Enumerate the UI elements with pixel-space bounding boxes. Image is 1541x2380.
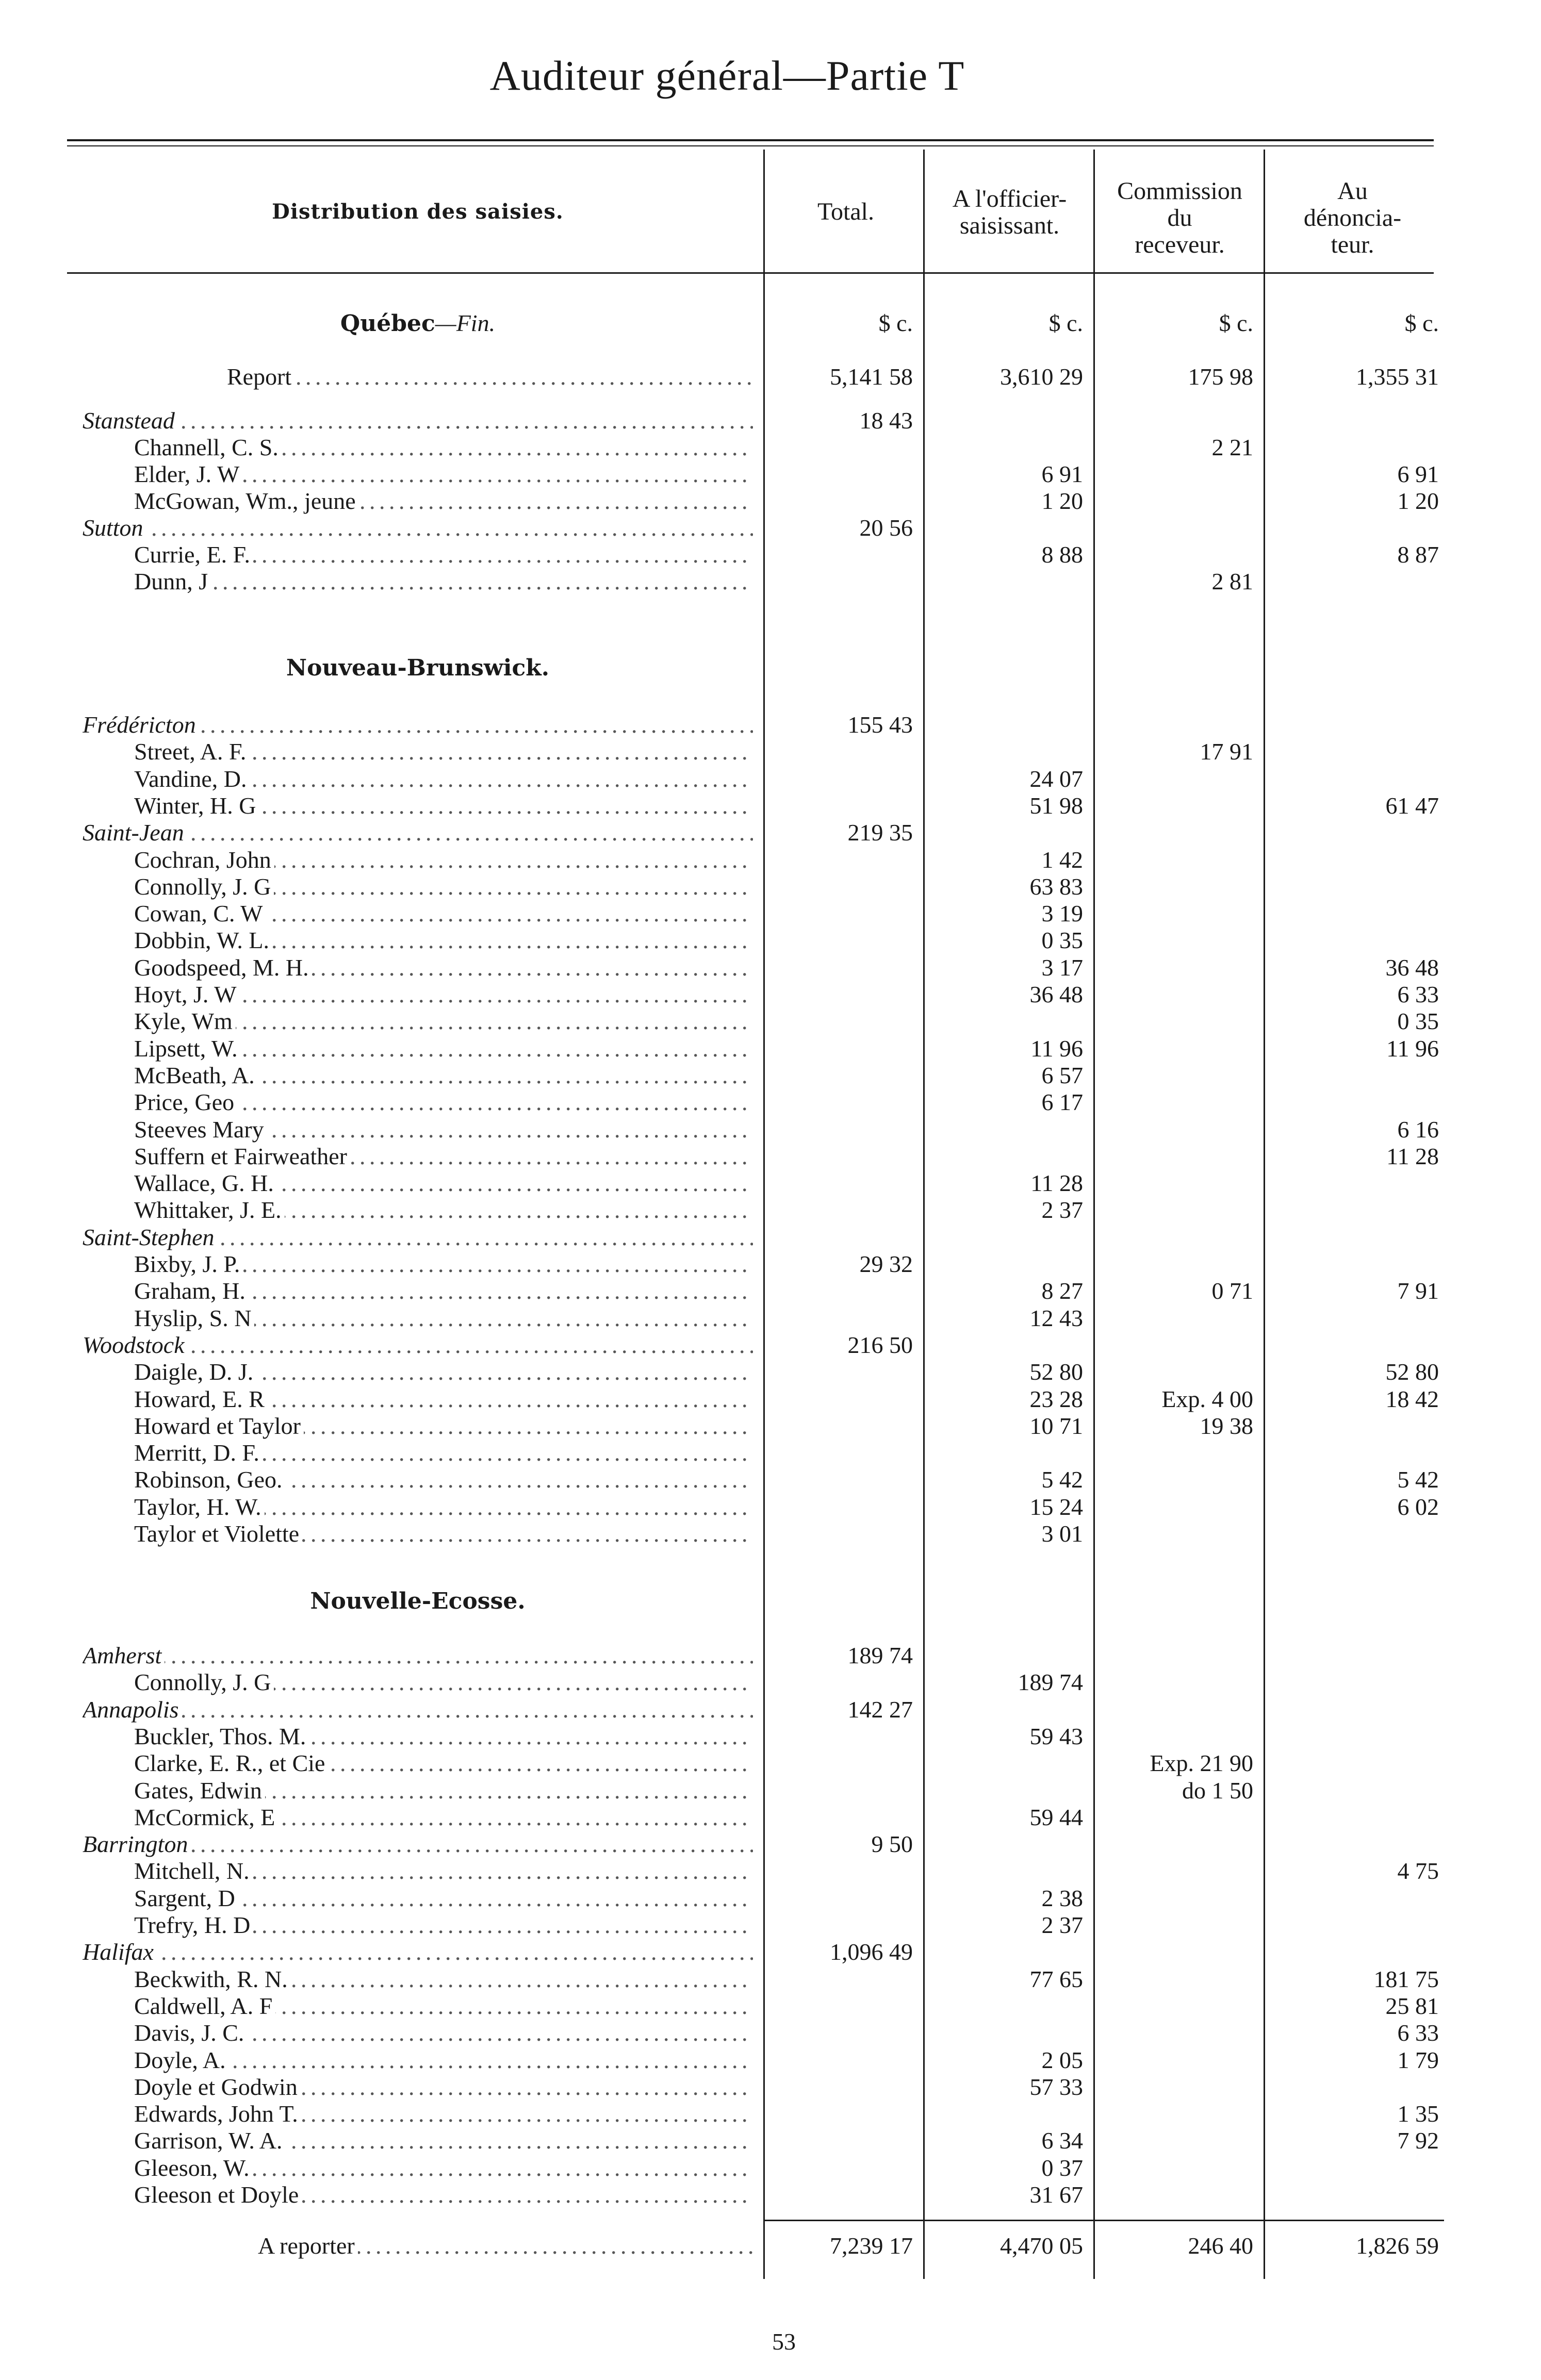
amount-c2: 6 34 (1041, 2127, 1083, 2154)
amount-c1: 219 35 (847, 819, 913, 846)
amount-c2: 1 42 (1041, 846, 1083, 873)
table-row (0, 1062, 1541, 1089)
table-row (0, 1885, 1541, 1912)
table-row (0, 738, 1541, 765)
table-row (0, 1008, 1541, 1035)
table-row (0, 1696, 1541, 1723)
table-row (0, 1251, 1541, 1278)
amount-c4: 25 81 (1385, 1992, 1439, 2019)
entry-label: Dobbin, W. L. . . . (134, 927, 753, 954)
amount-c4: 7 92 (1397, 2127, 1439, 2154)
entry-label: Hyslip, S. N . . . (134, 1305, 753, 1332)
table-row (0, 1170, 1541, 1197)
amount-c2: 0 35 (1041, 927, 1083, 954)
table-row (0, 1520, 1541, 1547)
page-number: 53 (772, 2328, 796, 2355)
amount-c2: 63 83 (1029, 873, 1083, 900)
entry-label: McGowan, Wm., jeune . . . (134, 488, 753, 515)
amount-c2: 2 37 (1041, 1912, 1083, 1938)
page-title: Auditeur général—Partie T (489, 52, 965, 99)
table-row (0, 819, 1541, 846)
entry-label: Gates, Edwin . . . (134, 1777, 753, 1804)
table-row (0, 1912, 1541, 1939)
amount-c1: 29 32 (859, 1251, 913, 1277)
table-row (0, 2047, 1541, 2074)
table-row (0, 1332, 1541, 1359)
entry-label: Edwards, John T. . . . (134, 2101, 753, 2127)
amount-c4: 18 42 (1385, 1385, 1439, 1412)
entry-label: Goodspeed, M. H. . . . (134, 954, 753, 981)
amount-c2: 57 33 (1029, 2073, 1083, 2100)
table-row (0, 873, 1541, 900)
entry-label: Winter, H. G . . . (134, 792, 753, 819)
amount-c2: 11 28 (1030, 1170, 1083, 1197)
table-row (0, 1966, 1541, 1993)
amount-c4: 52 80 (1385, 1359, 1439, 1385)
entry-label: Currie, E. F. . . . (134, 541, 753, 568)
header-commission-line3: receveur. (1135, 231, 1225, 258)
amount-c2: 36 48 (1029, 981, 1083, 1007)
header-commission-line2: du (1167, 204, 1192, 232)
amount-c2: 3 01 (1041, 1520, 1083, 1547)
place-label: Frédéricton . . . (83, 712, 753, 738)
table-row (0, 1305, 1541, 1332)
table-row (0, 1804, 1541, 1831)
header-bottom-rule (67, 272, 1434, 274)
entry-label: Clarke, E. R., et Cie . . . (134, 1750, 753, 1777)
table-row (0, 1116, 1541, 1143)
entry-label: Bixby, J. P. . . . (134, 1251, 753, 1278)
amount-c4: 6 16 (1397, 1116, 1439, 1143)
amount-c2: 8 88 (1041, 541, 1083, 568)
entry-label: Cowan, C. W . . . (134, 900, 753, 927)
amount-c2: 2 38 (1041, 1885, 1083, 1911)
place-label: Amherst . . . (83, 1642, 753, 1669)
table-row (0, 515, 1541, 541)
total-rule (763, 2220, 1444, 2221)
amount-c4: 6 91 (1397, 461, 1439, 487)
amount-c2: 5 42 (1041, 1466, 1083, 1493)
entry-label: Elder, J. W . . . (134, 461, 753, 488)
table-row (0, 1669, 1541, 1696)
entry-label: Gleeson, W. . . . (134, 2155, 753, 2181)
amount-c3: do 1 50 (1182, 1777, 1253, 1804)
amount-c2: 59 44 (1029, 1804, 1083, 1830)
amount-c2: 3,610 29 (1000, 363, 1083, 390)
table-row (0, 407, 1541, 434)
entry-label: Buckler, Thos. M. . . . (134, 1723, 753, 1750)
table-row (0, 2020, 1541, 2046)
table-row (0, 1777, 1541, 1804)
amount-c2: 11 96 (1030, 1035, 1083, 1062)
header-denonciateur-line1: Au (1337, 177, 1368, 205)
table-row (0, 1494, 1541, 1520)
amount-c2: 2 05 (1041, 2046, 1083, 2073)
place-label: Stanstead . . . (83, 407, 753, 434)
amount-c3: 0 71 (1211, 1278, 1253, 1304)
amount-c2: 23 28 (1029, 1385, 1083, 1412)
amount-c4: 36 48 (1385, 954, 1439, 981)
entry-label: Daigle, D. J. . . . (134, 1359, 753, 1385)
amount-c3: 2 81 (1211, 568, 1253, 594)
table-row (0, 1858, 1541, 1885)
table-row (0, 1939, 1541, 1965)
amount-c4: 11 28 (1386, 1143, 1439, 1169)
table-row (0, 1035, 1541, 1062)
amount-c2: 3 19 (1041, 900, 1083, 927)
amount-c1: 142 27 (847, 1696, 913, 1723)
table-row (0, 1278, 1541, 1304)
amount-c4: 1 79 (1397, 2046, 1439, 2073)
place-label: Halifax . . . (83, 1939, 753, 1965)
amount-c4: 6 02 (1397, 1493, 1439, 1520)
table-row (0, 1993, 1541, 2020)
table-row (0, 1224, 1541, 1251)
entry-label: Beckwith, R. N. . . . (134, 1966, 753, 1993)
amount-c4: 11 96 (1386, 1035, 1439, 1062)
entry-label: Trefry, H. D . . . (134, 1912, 753, 1939)
entry-label: Connolly, J. G . . . (134, 1669, 753, 1696)
table-row (0, 1440, 1541, 1466)
table-row (0, 1089, 1541, 1116)
amount-c4: 1 20 (1397, 488, 1439, 514)
entry-label: Report . . . (227, 363, 753, 390)
table-row (0, 2101, 1541, 2127)
amount-c1: 9 50 (871, 1831, 913, 1858)
table-row (0, 1642, 1541, 1669)
header-commission (1096, 178, 1264, 258)
amount-c1: 18 43 (859, 407, 913, 434)
amount-c2: 52 80 (1029, 1359, 1083, 1385)
table-row (0, 568, 1541, 595)
table-row (0, 847, 1541, 873)
table-row (0, 2181, 1541, 2208)
table-row (0, 1197, 1541, 1224)
entry-label: Connolly, J. G . . . (134, 873, 753, 900)
unit-commission: $ c. (1219, 310, 1253, 336)
place-label: Saint-Stephen . . . (83, 1224, 753, 1251)
amount-c2: 6 91 (1041, 461, 1083, 487)
entry-label: Whittaker, J. E. . . . (134, 1197, 753, 1224)
total-label: A reporter . . . (258, 2233, 753, 2259)
table-row (0, 2127, 1541, 2154)
entry-label: Steeves Mary . . . (134, 1116, 753, 1143)
entry-label: Cochran, John . . . (134, 847, 753, 873)
amount-c4: 5 42 (1397, 1466, 1439, 1493)
entry-label: Kyle, Wm . . . (134, 1008, 753, 1035)
total-c2: 4,470 05 (1000, 2233, 1083, 2259)
header-top-rule-2 (67, 145, 1434, 146)
table-row (0, 900, 1541, 927)
entry-label: Hoyt, J. W . . . (134, 981, 753, 1008)
entry-label: Mitchell, N. . . . (134, 1858, 753, 1885)
amount-c3: 2 21 (1211, 434, 1253, 460)
entry-label: Wallace, G. H. . . . (134, 1170, 753, 1197)
amount-c4: 0 35 (1397, 1008, 1439, 1035)
table-row (0, 1723, 1541, 1750)
amount-c3: 19 38 (1200, 1412, 1253, 1439)
amount-c2: 6 17 (1041, 1089, 1083, 1116)
entry-label: Robinson, Geo. . . . (134, 1466, 753, 1493)
amount-c2: 12 43 (1029, 1304, 1083, 1331)
entry-label: Howard et Taylor . . . (134, 1413, 753, 1440)
amount-c1: 5,141 58 (830, 363, 913, 390)
table-row (0, 1831, 1541, 1858)
amount-c4: 1,355 31 (1356, 363, 1439, 390)
entry-label: Howard, E. R . . . (134, 1386, 753, 1413)
amount-c2: 0 37 (1041, 2154, 1083, 2181)
header-officer-line1: A l'officier- (952, 185, 1067, 212)
amount-c2: 1 20 (1041, 488, 1083, 514)
amount-c2: 8 27 (1041, 1278, 1083, 1304)
entry-label: Suffern et Fairweather . . . (134, 1143, 753, 1170)
header-officer-line2: saisissant. (959, 212, 1060, 239)
section-quebec-suffix: —Fin. (435, 310, 496, 336)
header-commission-line1: Commission (1117, 177, 1242, 205)
amount-c1: 189 74 (847, 1642, 913, 1668)
entry-label: Davis, J. C. . . . (134, 2020, 753, 2046)
entry-label: Sargent, D . . . (134, 1885, 753, 1912)
header-top-rule (67, 139, 1434, 141)
entry-label: Gleeson et Doyle . . . (134, 2181, 753, 2208)
amount-c2: 77 65 (1029, 1965, 1083, 1992)
amount-c1: 155 43 (847, 712, 913, 738)
table-row (0, 461, 1541, 488)
amount-c2: 51 98 (1029, 792, 1083, 819)
total-c3: 246 40 (1188, 2233, 1253, 2259)
place-label: Woodstock . . . (83, 1332, 753, 1359)
amount-c1: 20 56 (859, 515, 913, 541)
amount-c2: 24 07 (1029, 765, 1083, 792)
amount-c2: 189 74 (1018, 1669, 1083, 1696)
table-row (0, 2074, 1541, 2101)
table-row (0, 927, 1541, 954)
entry-label: Price, Geo . . . (134, 1089, 753, 1116)
amount-c4: 8 87 (1397, 541, 1439, 568)
entry-label: Dunn, J . . . (134, 568, 753, 595)
section-quebec-title: Québec (340, 310, 435, 337)
amount-c1: 216 50 (847, 1331, 913, 1358)
amount-c1: 1,096 49 (830, 1939, 913, 1965)
table-row (0, 363, 1541, 390)
amount-c2: 15 24 (1029, 1493, 1083, 1520)
entry-label: Doyle et Godwin . . . (134, 2074, 753, 2101)
place-label: Sutton . . . (83, 515, 753, 541)
section-nouvelle-ecosse: Nouvelle-Ecosse. (310, 1588, 526, 1614)
amount-c4: 7 91 (1397, 1278, 1439, 1304)
table-row (0, 981, 1541, 1008)
amount-c2: 59 43 (1029, 1723, 1083, 1749)
amount-c3: Exp. 21 90 (1150, 1750, 1253, 1777)
amount-c2: 6 57 (1041, 1062, 1083, 1088)
table-row (0, 1143, 1541, 1170)
total-c4: 1,826 59 (1356, 2233, 1439, 2259)
header-denonciateur-line2: dénoncia- (1303, 204, 1402, 232)
table-row (0, 954, 1541, 981)
place-label: Saint-Jean . . . (83, 819, 753, 846)
header-denonciateur-line3: teur. (1331, 231, 1374, 258)
table-row (0, 792, 1541, 819)
table-row (0, 488, 1541, 515)
amount-c3: 175 98 (1188, 363, 1253, 390)
amount-c4: 4 75 (1397, 1858, 1439, 1885)
entry-label: Vandine, D. . . . (134, 766, 753, 792)
section-quebec (72, 309, 763, 337)
amount-c2: 2 37 (1041, 1197, 1083, 1224)
entry-label: Garrison, W. A. . . . (134, 2127, 753, 2154)
table-row (0, 1386, 1541, 1413)
place-label: Annapolis . . . (83, 1696, 753, 1723)
amount-c4: 1 35 (1397, 2101, 1439, 2127)
amount-c4: 61 47 (1385, 792, 1439, 819)
entry-label: Merritt, D. F. . . . (134, 1440, 753, 1466)
entry-label: Caldwell, A. F . . . (134, 1993, 753, 2020)
entry-label: Taylor, H. W. . . . (134, 1494, 753, 1520)
amount-c2: 3 17 (1041, 954, 1083, 981)
entry-label: Doyle, A. . . . (134, 2047, 753, 2074)
unit-officer: $ c. (1048, 310, 1083, 336)
table-row (0, 2155, 1541, 2181)
entry-label: McBeath, A. . . . (134, 1062, 753, 1089)
entry-label: Graham, H. . . . (134, 1278, 753, 1304)
table-row (0, 712, 1541, 738)
amount-c2: 31 67 (1029, 2181, 1083, 2208)
table-row (0, 1359, 1541, 1385)
table-row (0, 1750, 1541, 1777)
entry-label: McCormick, E . . . (134, 1804, 753, 1831)
place-label: Barrington . . . (83, 1831, 753, 1858)
header-denonciateur (1266, 178, 1439, 258)
amount-c3: Exp. 4 00 (1161, 1385, 1253, 1412)
amount-c3: 17 91 (1200, 738, 1253, 765)
table-row (0, 541, 1541, 568)
unit-total: $ c. (878, 310, 913, 336)
amount-c2: 10 71 (1029, 1412, 1083, 1439)
amount-c4: 181 75 (1373, 1965, 1439, 1992)
total-row (0, 2233, 1541, 2259)
table-row (0, 1466, 1541, 1493)
unit-denonciateur: $ c. (1404, 310, 1439, 336)
entry-label: Street, A. F. . . . (134, 738, 753, 765)
table-row (0, 766, 1541, 792)
table-row (0, 1413, 1541, 1440)
header-officer (926, 186, 1093, 239)
table-row (0, 434, 1541, 461)
entry-label: Taylor et Violette . . . (134, 1520, 753, 1547)
section-nouveau-brunswick: Nouveau-Brunswick. (286, 655, 550, 681)
header-distribution: Distribution des saisies. (272, 200, 564, 224)
entry-label: Lipsett, W. . . . (134, 1035, 753, 1062)
amount-c4: 6 33 (1397, 981, 1439, 1007)
amount-c4: 6 33 (1397, 2020, 1439, 2046)
total-c1: 7,239 17 (830, 2233, 913, 2259)
entry-label: Channell, C. S. . . . (134, 434, 753, 461)
header-total: Total. (817, 198, 874, 225)
